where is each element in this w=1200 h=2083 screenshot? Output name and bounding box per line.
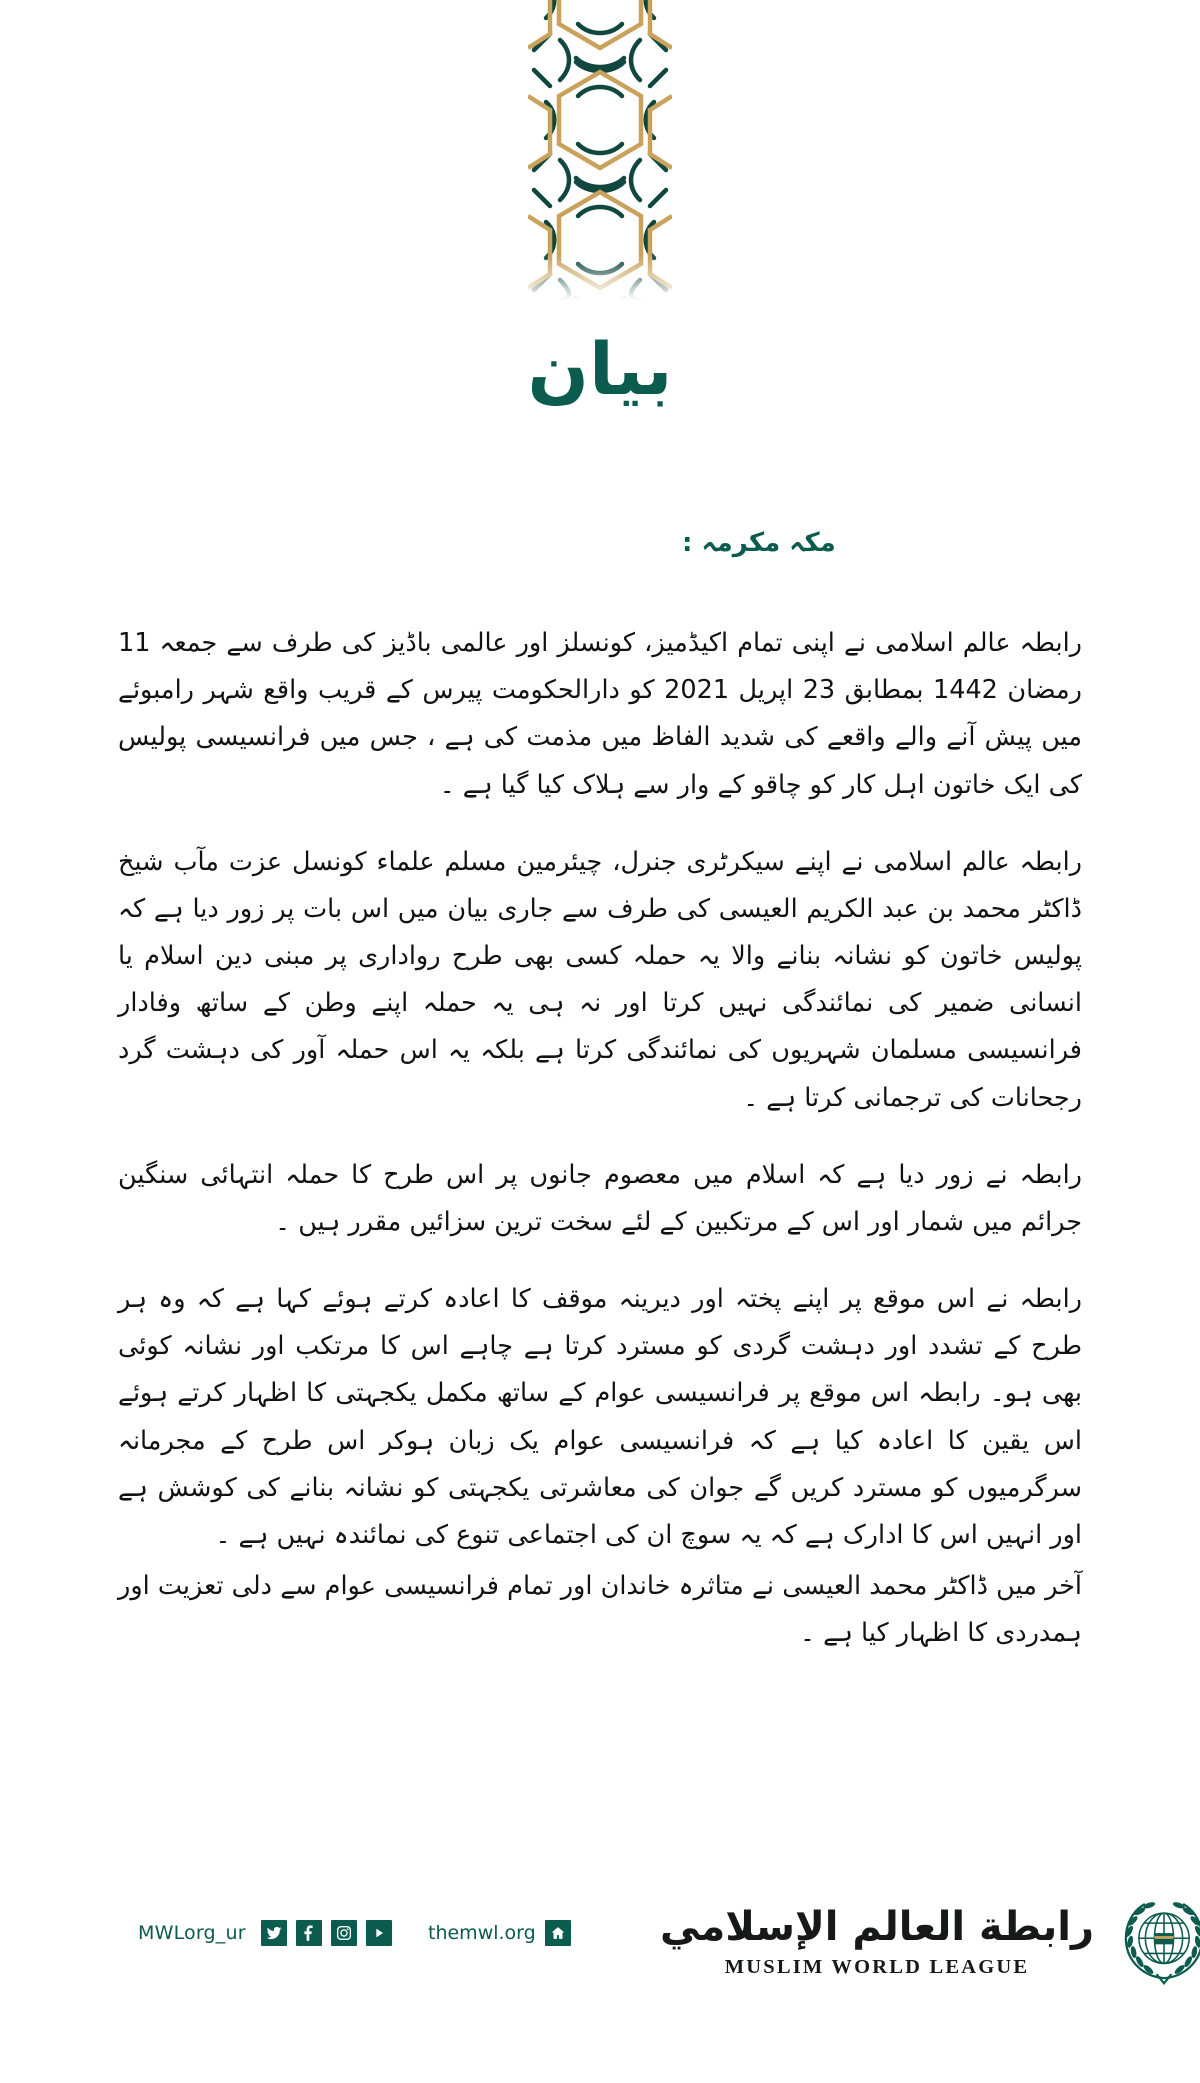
- website-block: [428, 1920, 571, 1946]
- instagram-icon[interactable]: [331, 1920, 357, 1946]
- dateline-location: مکہ مکرمہ :: [682, 528, 836, 558]
- statement-paragraph-3: رابطہ نے زور دیا ہے کہ اسلام میں معصوم جانوں پر اس طرح کا حملہ انتہائی سنگین جرائم میں شمار اور اس کے مرتکبین کے لئے سخت ترین سزائیں مقرر ہیں ۔: [118, 1159, 1082, 1237]
- youtube-icon[interactable]: [366, 1920, 392, 1946]
- statement-paragraph-5: آخر میں ڈاکٹر محمد العیسی نے متاثرہ خاندان اور تمام فرانسیسی عوام سے دلی تعزیت اور ہمدردی کا اظہار کیا ہے ۔: [118, 1571, 1082, 1649]
- statement-paragraph-2: رابطہ عالم اسلامی نے اپنے سیکرٹری جنرل، چیئرمین مسلم علماء کونسل عزت مآب شیخ ڈاکٹر محمد بن عبد الکریم العیسی کی طرف سے جاری بیان میں اس بات پر زور دیا ہے کہ پولیس خاتون کو نشانہ بنانے والا یہ حملہ کسی بھی طرح رواداری پر مبنی دین اسلام یا انسانی ضمیر کی نمائندگی نہیں کرتا اور نہ ہی یہ حملہ اپنے وطن کے ساتھ وفادار فرانسیسی مسلمان شہریوں کی نمائندگی کرتا ہے بلکہ یہ اس حملہ آور کی دہشت گرد رجحانات کی ترجمانی کرتا ہے ۔: [118, 846, 1082, 1113]
- statement-paragraph-4: رابطہ نے اس موقع پر اپنے پختہ اور دیرینہ موقف کا اعادہ کرتے ہوئے کہا ہے کہ وہ ہر طرح کے تشدد اور دہشت گردی کو مسترد کرتا ہے چاہے اس کا مرتکب اور نشانہ کوئی بھی ہو۔ رابطہ اس موقع پر فرانسیسی عوام کے ساتھ مکمل یکجہتی کا اظہار کرتے ہوئے اس یقین کا اعادہ کیا ہے کہ فرانسیسی عوام یک زبان ہوکر اس طرح کے مجرمانہ سرگرمیوں کو مسترد کریں گے جوان کی معاشرتی یکجہتی کو نشانہ بنانے کی کوشش ہے اور انہیں اس کا ادارک ہے کہ یہ سوچ ان کی اجتماعی تنوع کی نمائندہ نہیں ہے ۔: [118, 1284, 1082, 1550]
- statement-body: [118, 620, 1082, 1687]
- website-url: themwl.org: [428, 1922, 536, 1944]
- page-footer: [0, 1880, 1200, 2020]
- social-block: [138, 1920, 392, 1946]
- logo-arabic-name: رابطة العالم الإسلامي: [660, 1903, 1094, 1950]
- facebook-icon[interactable]: [296, 1920, 322, 1946]
- page-title: بیان: [527, 327, 673, 411]
- page-title-wrapper: [0, 327, 1200, 411]
- logo-english-name: MUSLIM WORLD LEAGUE: [724, 1955, 1030, 1978]
- twitter-icon[interactable]: [261, 1920, 287, 1946]
- statement-paragraph-1: رابطہ عالم اسلامی نے اپنی تمام اکیڈمیز، کونسلز اور عالمی باڈیز کی طرف سے جمعہ 11 رمضان 1442 بمطابق 23 اپریل 2021 کو دارالحکومت پیرس کے قریب واقع شہر رامبوئے میں پیش آنے والے واقعے کی شدید الفاظ میں مذمت کی ہے ، جس میں فرانسیسی پولیس کی ایک خاتون اہل کار کو چاقو کے وار سے ہلاک کیا گیا ہے ۔: [118, 628, 1082, 800]
- logo-text-column: [660, 1902, 1094, 1979]
- top-ornament-band: [0, 0, 1200, 300]
- mwl-globe-wreath-emblem: [1112, 1888, 1200, 1992]
- home-icon[interactable]: [545, 1920, 571, 1946]
- social-handle: MWLorg_ur: [138, 1922, 246, 1944]
- geometric-pattern-svg: [0, 0, 1200, 300]
- mwl-logo: [660, 1888, 1200, 1992]
